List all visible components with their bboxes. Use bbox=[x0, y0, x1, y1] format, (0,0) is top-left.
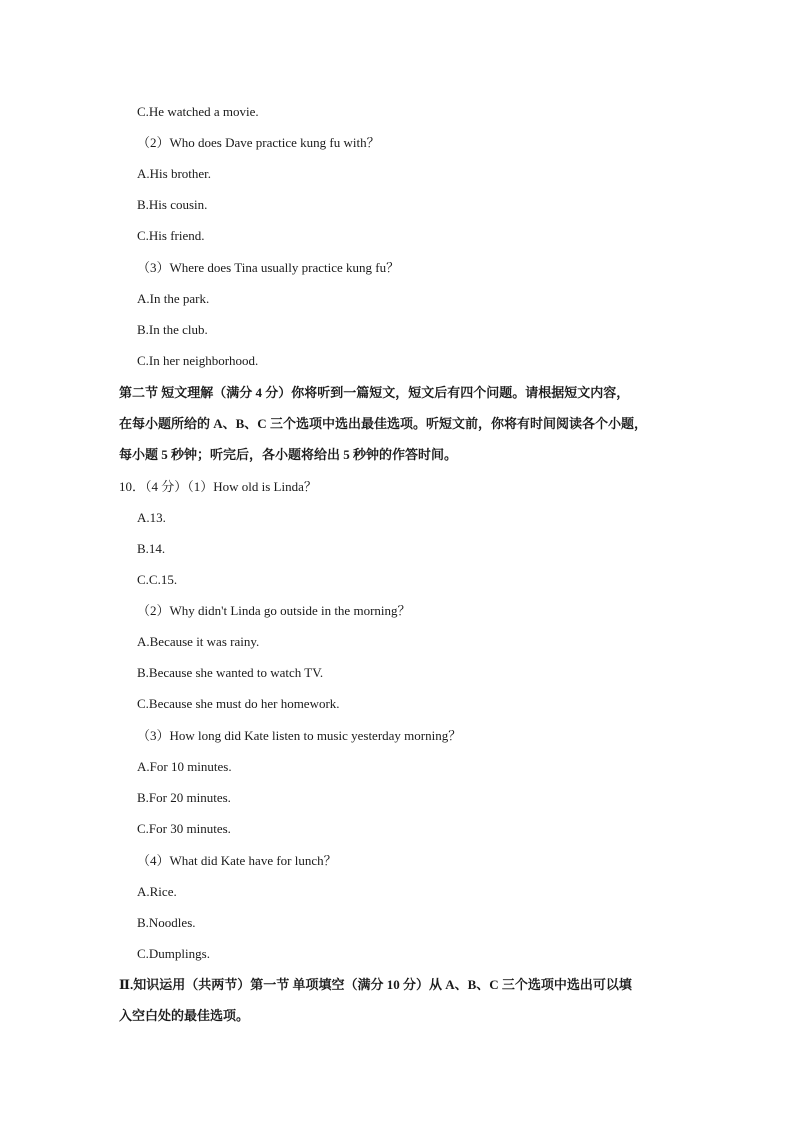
option-c: C.Dumplings. bbox=[137, 946, 210, 961]
part-heading-line: 入空白处的最佳选项。 bbox=[119, 1008, 250, 1023]
option-a: A.In the park. bbox=[137, 291, 210, 306]
section-instruction-line: 在每小题所给的 A、B、C 三个选项中选出最佳选项。听短文前，你将有时间阅读各个小题， bbox=[119, 416, 647, 431]
option-c: C.He watched a movie. bbox=[137, 104, 259, 119]
question-stem: （3）Where does Tina usually practice kung fu？ bbox=[137, 260, 400, 275]
question-10-stem: 10．（4 分）（1）How old is Linda？ bbox=[119, 479, 317, 494]
option-a: A.Because it was rainy. bbox=[137, 634, 260, 649]
option-c: C.His friend. bbox=[137, 228, 205, 243]
option-b: B.Because she wanted to watch TV. bbox=[137, 665, 324, 680]
option-c: C.Because she must do her homework. bbox=[137, 696, 340, 711]
part-heading-line: Ⅱ.知识运用（共两节）第一节 单项填空（满分 10 分）从 A、B、C 三个选项中选出可以填 bbox=[119, 977, 632, 992]
option-b: B.In the club. bbox=[137, 322, 208, 337]
section-instruction-line: 第二节 短文理解（满分 4 分）你将听到一篇短文，短文后有四个问题。请根据短文内容， bbox=[119, 385, 630, 400]
option-c: C.C.15. bbox=[137, 572, 178, 587]
option-b: B.For 20 minutes. bbox=[137, 790, 231, 805]
option-a: A.For 10 minutes. bbox=[137, 759, 232, 774]
question-stem: （2）Why didn't Linda go outside in the morning？ bbox=[137, 603, 411, 618]
option-a: A.13. bbox=[137, 510, 166, 525]
question-stem: （4）What did Kate have for lunch？ bbox=[137, 853, 337, 868]
option-c: C.In her neighborhood. bbox=[137, 353, 259, 368]
option-a: A.His brother. bbox=[137, 166, 212, 181]
section-instruction-line: 每小题 5 秒钟；听完后，各小题将给出 5 秒钟的作答时间。 bbox=[119, 447, 458, 462]
question-stem: （3）How long did Kate listen to music yesterday morning？ bbox=[137, 728, 462, 743]
option-a: A.Rice. bbox=[137, 884, 177, 899]
question-stem: （2）Who does Dave practice kung fu with？ bbox=[137, 135, 380, 150]
option-b: B.Noodles. bbox=[137, 915, 196, 930]
option-b: B.14. bbox=[137, 541, 166, 556]
option-c: C.For 30 minutes. bbox=[137, 821, 231, 836]
option-b: B.His cousin. bbox=[137, 197, 208, 212]
